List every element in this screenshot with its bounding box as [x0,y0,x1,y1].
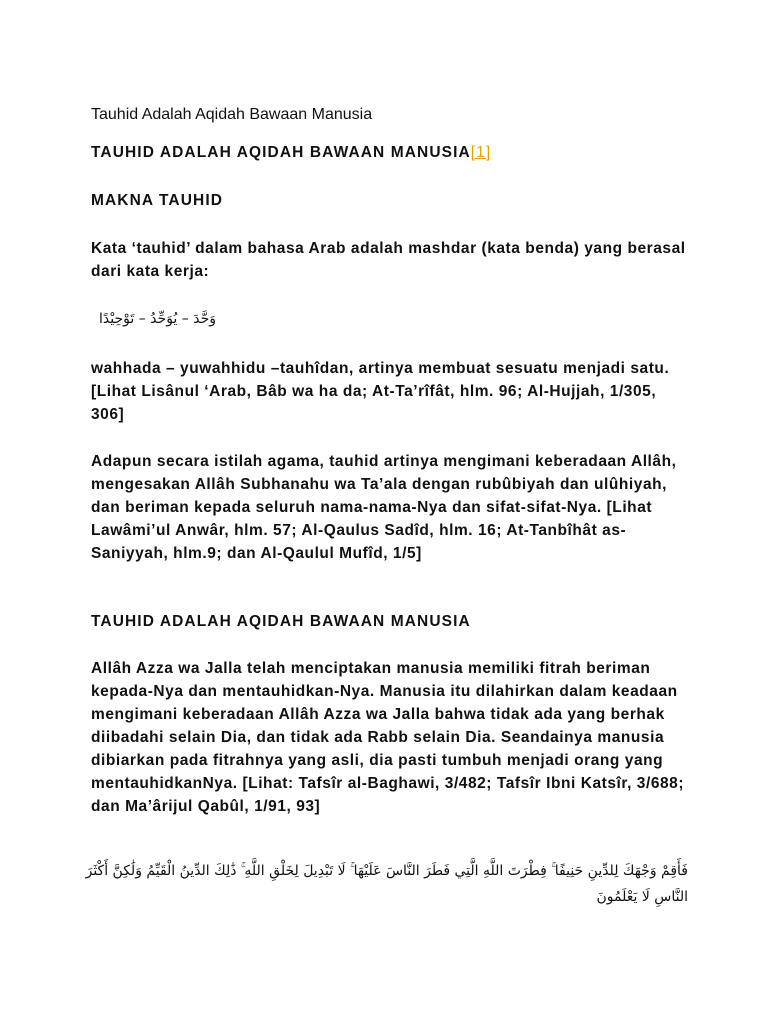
main-heading-text: TAUHID ADALAH AQIDAH BAWAAN MANUSIA [91,144,471,161]
paragraph-fitrah: Allâh Azza wa Jalla telah menciptakan manusia memiliki fitrah beriman kepada-Nya dan mentauhidkan-Nya. Manusia itu dilahirkan dalam keadaan mengimani keberadaan Allâh Azza wa Jalla bahwa tidak ada yang berhak diibadahi selain Dia, dan tidak ada Rabb selain Dia. Seandainya manusia dibiarkan pada fitrahnya yang asli, dia pasti tumbuh menjadi orang yang mentauhidkanNya. [Lihat: Tafsîr al-Baghawi, 3/482; Tafsîr Ibni Katsîr, 3/688; dan Ma’ârijul Qabûl, 1/91, 93] [91,660,685,815]
document-title: Tauhid Adalah Aqidah Bawaan Manusia [91,106,373,123]
paragraph-term-definition: Adapun secara istilah agama, tauhid artinya mengimani keberadaan Allâh, mengesakan Allâh Subhanahu wa Ta’ala dengan rubûbiyah dan ulûhiyah, dan beriman kepada seluruh nama-nama-Nya dan sifat-sifat-Nya. [Lihat Lawâmi’ul Anwâr, hlm. 57; Al-Qaulus Sadîd, hlm. 16; At-Tanbîhât as-Saniyyah, hlm.9; dan Al-Qaulul Mufîd, 1/5] [91,453,677,562]
paragraph-definition-intro: Kata ‘tauhid’ dalam bahasa Arab adalah mashdar (kata benda) yang berasal dari kata kerja: [91,240,686,280]
section-heading-makna-tauhid: MAKNA TAUHID [91,192,224,209]
arabic-quran-verse: فَأَقِمْ وَجْهَكَ لِلدِّينِ حَنِيفًا ۚ فِطْرَتَ اللَّهِ الَّتِي فَطَرَ النَّاسَ عَلَيْهَا ۚ لَا تَبْدِيلَ لِخَلْقِ اللَّهِ ۚ ذَٰلِكَ الدِّينُ الْقَيِّمُ وَلَٰكِنَّ أَكْثَرَ النَّاسِ لَا يَعْلَمُونَ [85,863,688,905]
paragraph-transliteration: wahhada – yuwahhidu –tauhîdan, artinya membuat sesuatu menjadi satu. [Lihat Lisânul ‘Arab, Bâb wa ha da; At-Ta’rîfât, hlm. 96; Al-Hujjah, 1/305, 306] [91,360,670,423]
arabic-verb-forms: وَحَّدَ – يُوَحِّدُ – تَوْحِيْدًا [99,311,216,327]
main-heading [91,141,691,164]
footnote-reference-link[interactable]: [1] [470,144,492,161]
section-heading-tauhid-bawaan: TAUHID ADALAH AQIDAH BAWAAN MANUSIA [91,613,471,630]
